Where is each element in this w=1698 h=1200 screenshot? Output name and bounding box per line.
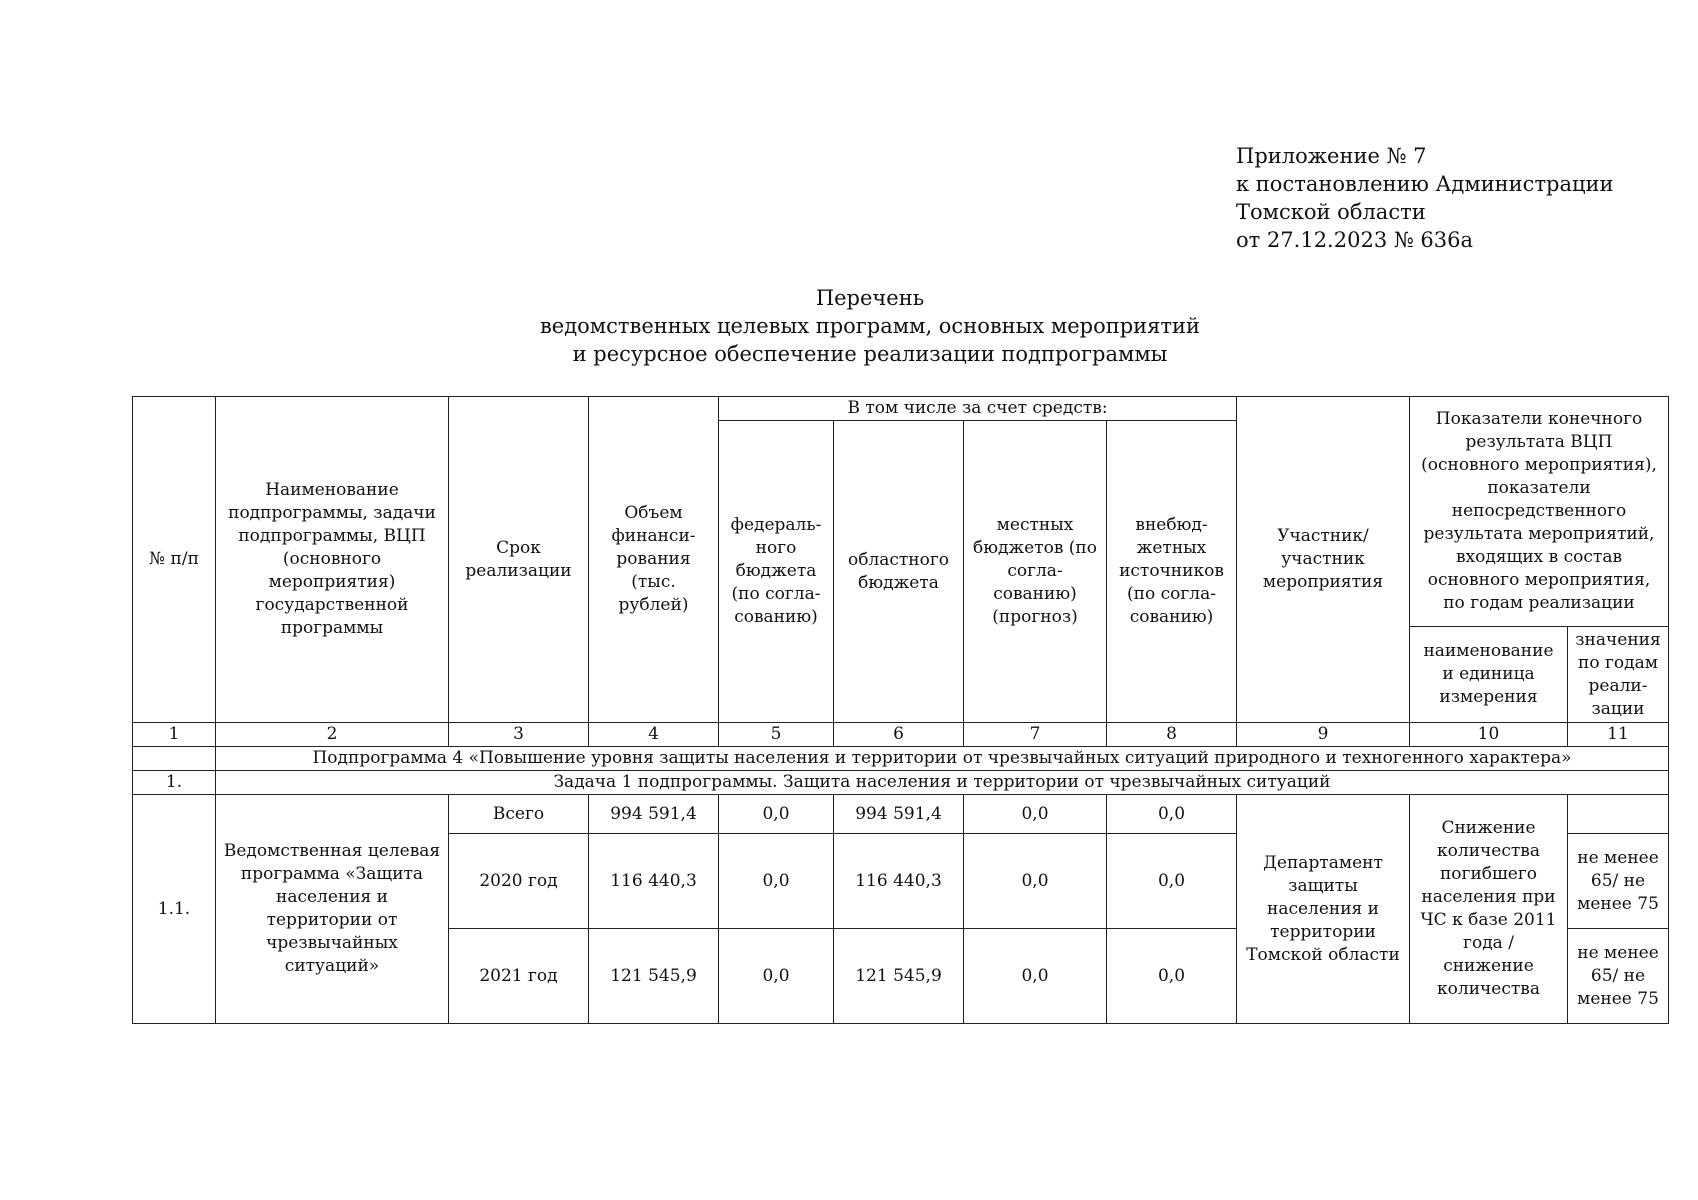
indicator-value-cell: не менее 65/ не менее 75 bbox=[1568, 929, 1669, 1024]
header-offbudget: внебюд-жетных источников (по согла-сованию) bbox=[1107, 421, 1237, 723]
offbudget-cell: 0,0 bbox=[1107, 795, 1237, 834]
title-line: Перечень bbox=[815, 286, 925, 310]
header-volume: Объем финанси-рования (тыс. рублей) bbox=[589, 397, 719, 723]
task-title: Задача 1 подпрограммы. Защита населения и территории от чрезвычайных ситуаций bbox=[216, 771, 1669, 795]
volume-cell: 116 440,3 bbox=[589, 834, 719, 929]
header-regional: областного бюджета bbox=[834, 421, 964, 723]
local-cell: 0,0 bbox=[964, 929, 1107, 1024]
term-cell: Всего bbox=[449, 795, 589, 834]
term-cell: 2021 год bbox=[449, 929, 589, 1024]
column-number: 8 bbox=[1107, 723, 1237, 747]
column-number: 9 bbox=[1237, 723, 1410, 747]
indicator-value-cell bbox=[1568, 795, 1669, 834]
program-table bbox=[132, 396, 1669, 1024]
header-including: В том числе за счет средств: bbox=[719, 397, 1237, 421]
header-indicator-name: наименование и единица измерения bbox=[1410, 627, 1568, 723]
header-participant: Участник/ участник мероприятия bbox=[1237, 397, 1410, 723]
offbudget-cell: 0,0 bbox=[1107, 834, 1237, 929]
column-number: 1 bbox=[133, 723, 216, 747]
header-local: местных бюджетов (по согла-сованию) (прогноз) bbox=[964, 421, 1107, 723]
volume-cell: 994 591,4 bbox=[589, 795, 719, 834]
federal-cell: 0,0 bbox=[719, 795, 834, 834]
header-num: № п/п bbox=[133, 397, 216, 723]
title-line: и ресурсное обеспечение реализации подпрограммы bbox=[572, 342, 1168, 366]
volume-cell: 121 545,9 bbox=[589, 929, 719, 1024]
task-number: 1. bbox=[133, 771, 216, 795]
header-federal: федераль-ного бюджета (по согла-сованию) bbox=[719, 421, 834, 723]
participant-cell: Департамент защиты населения и территории Томской области bbox=[1237, 795, 1410, 1024]
column-number: 3 bbox=[449, 723, 589, 747]
local-cell: 0,0 bbox=[964, 834, 1107, 929]
program-name: Ведомственная целевая программа «Защита населения и территории от чрезвычайных ситуаций» bbox=[216, 795, 449, 1024]
regional-cell: 121 545,9 bbox=[834, 929, 964, 1024]
empty-cell bbox=[133, 747, 216, 771]
subprogram-title: Подпрограмма 4 «Повышение уровня защиты населения и территории от чрезвычайных ситуаций природного и техногенного характера» bbox=[216, 747, 1669, 771]
federal-cell: 0,0 bbox=[719, 834, 834, 929]
regional-cell: 994 591,4 bbox=[834, 795, 964, 834]
term-cell: 2020 год bbox=[449, 834, 589, 929]
column-number: 10 bbox=[1410, 723, 1568, 747]
title-line: ведомственных целевых программ, основных мероприятий bbox=[539, 314, 1201, 338]
column-number: 5 bbox=[719, 723, 834, 747]
header-indicators: Показатели конечного результата ВЦП (основного мероприятия), показатели непосредственного результата мероприятий, входящих в состав основного мероприятия, по годам реализации bbox=[1410, 397, 1669, 627]
federal-cell: 0,0 bbox=[719, 929, 834, 1024]
local-cell: 0,0 bbox=[964, 795, 1107, 834]
indicator-name-cell: Снижение количества погибшего населения при ЧС к базе 2011 года / снижение количества bbox=[1410, 795, 1568, 1024]
header-name: Наименование подпрограммы, задачи подпрограммы, ВЦП (основного мероприятия) государственной программы bbox=[216, 397, 449, 723]
offbudget-cell: 0,0 bbox=[1107, 929, 1237, 1024]
appendix-line: Томской области bbox=[1236, 200, 1426, 224]
program-number: 1.1. bbox=[133, 795, 216, 1024]
appendix-block bbox=[1236, 142, 1614, 254]
column-number: 7 bbox=[964, 723, 1107, 747]
appendix-line: Приложение № 7 bbox=[1236, 144, 1427, 168]
indicator-value-cell: не менее 65/ не менее 75 bbox=[1568, 834, 1669, 929]
header-indicator-values: значения по годам реали-зации bbox=[1568, 627, 1669, 723]
column-number: 6 bbox=[834, 723, 964, 747]
column-number: 4 bbox=[589, 723, 719, 747]
appendix-line: от 27.12.2023 № 636а bbox=[1236, 228, 1473, 252]
document-title bbox=[380, 284, 1360, 368]
column-number: 2 bbox=[216, 723, 449, 747]
appendix-line: к постановлению Администрации bbox=[1236, 172, 1614, 196]
header-term: Срок реализации bbox=[449, 397, 589, 723]
regional-cell: 116 440,3 bbox=[834, 834, 964, 929]
column-number: 11 bbox=[1568, 723, 1669, 747]
